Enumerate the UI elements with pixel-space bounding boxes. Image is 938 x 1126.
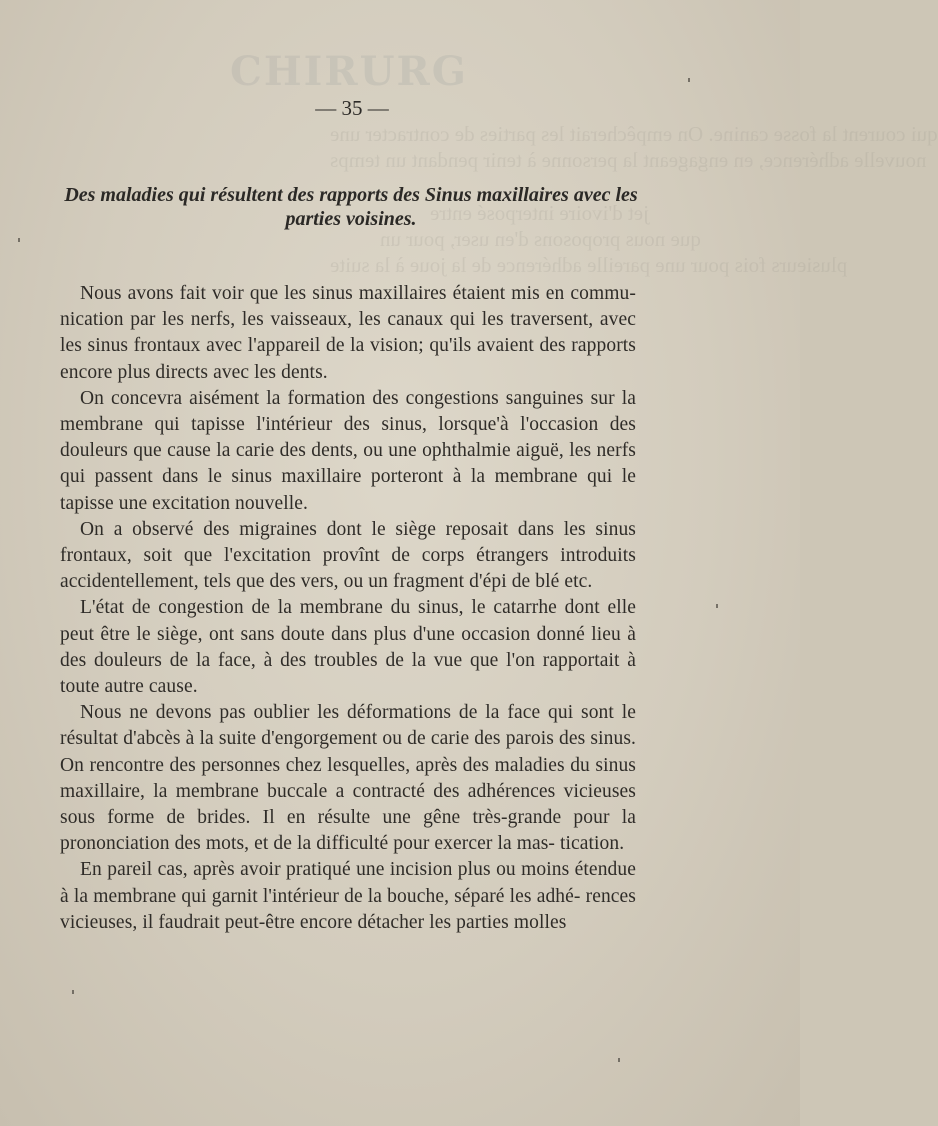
paper-speck [716, 604, 718, 608]
paragraph: On concevra aisément la formation des congestions sanguines sur la membrane qui tapisse l'intérieur des sinus, lorsque'à l'occasion des douleurs que cause la carie des dents, ou une ophthalmie aiguë, les nerfs qui passent dans le sinus maxillaire porteront à la membrane qui le tapisse une excitation nouvelle. [60, 387, 636, 514]
show-through-heading: CHIRURG [230, 48, 468, 95]
show-through-text: que nous proposons d'en user, pour un [380, 227, 701, 251]
paragraph: Nous avons fait voir que les sinus maxillaires étaient mis en commu- nication par les nerfs, les vaisseaux, les canaux qui les traversent, avec les sinus frontaux avec l'appareil de la vision; qu'ils avaient des rapports encore plus directs avec les dents. [60, 283, 636, 383]
paper-speck [72, 990, 74, 994]
page-number: — 35 — [315, 96, 389, 120]
paper-speck [688, 78, 690, 82]
body-text [60, 281, 636, 936]
section-title: Des maladies qui résultent des rapports des Sinus maxillaires avec les parties voisines. [64, 184, 638, 230]
paragraph: Nous ne devons pas oublier les déformations de la face qui sont le résultat d'abcès à la suite d'engorgement ou de carie des parois des sinus. On rencontre des personnes chez lesquelles, après des maladies du sinus maxillaire, la membrane buccale a contracté des adhérences vicieuses sous forme de brides. Il en résulte une gêne très-grande pour la prononciation des mots, et de la difficulté pour exercer la mas- tication. [60, 702, 636, 855]
show-through-text: plusieurs fois pour une pareille adhérence de la joue à la suite [330, 253, 848, 277]
show-through-text: qui courent la fosse canine. On empêcherait les parties de contracter une [330, 122, 938, 146]
paragraph: L'état de congestion de la membrane du sinus, le catarrhe dont elle peut être le siège, ont sans doute dans plus d'une occasion donné lieu à des douleurs de la face, à des troubles de la vue que l'on rapportait à toute autre cause. [60, 597, 636, 698]
show-through-text: jet d'ivoire interposé entre [430, 201, 649, 225]
paper-speck [618, 1058, 620, 1062]
paragraph: En pareil cas, après avoir pratiqué une incision plus ou moins étendue à la membrane qui garnit l'intérieur de la bouche, séparé les adhé- rences vicieuses, il faudrait peut-être encore détacher les parties molles [60, 859, 636, 933]
paper-speck [18, 238, 20, 242]
show-through-text: nouvelle adhérence, en engageant la personne à tenir pendant un temps [330, 148, 927, 172]
paragraph: On a observé des migraines dont le siège reposait dans les sinus frontaux, soit que l'excitation provînt de corps étrangers introduits accidentellement, tels que des vers, ou un fragment d'épi de blé etc. [60, 518, 636, 593]
